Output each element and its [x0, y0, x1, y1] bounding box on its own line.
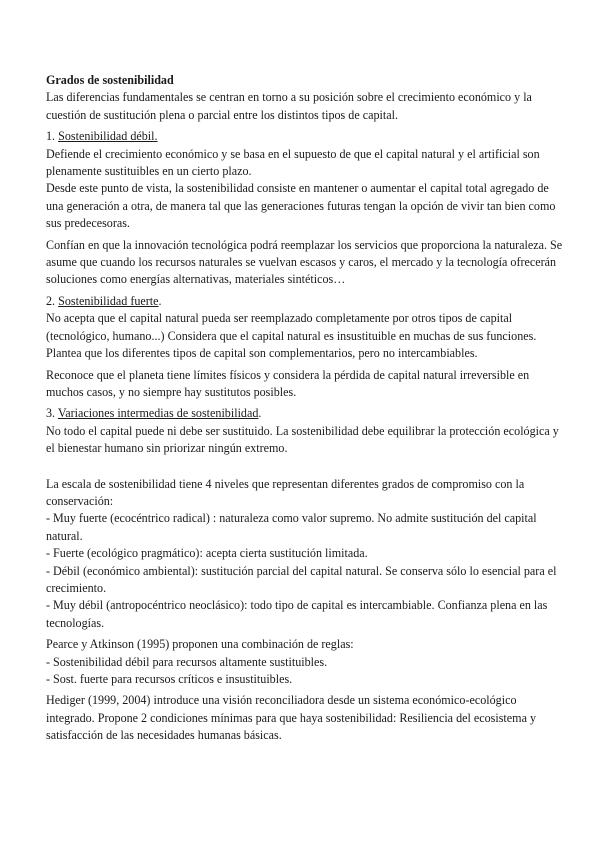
- section-2-heading: [46, 293, 566, 310]
- section-2-paragraph: No acepta que el capital natural pueda ser reemplazado completamente por otros tipos de capital (tecnológico, humano...) Considera que el capital natural es insustituible en muchas de sus funciones. Plantea que los diferentes tipos de capital son complementarios, pero no intercambiables.: [46, 311, 537, 361]
- hediger-paragraph: Hediger (1999, 2004) introduce una visión reconciliadora desde un sistema económico-ecológico integrado. Propone 2 condiciones mínimas para que haya sostenibilidad: Resiliencia del ecosistema y satisfacción de las necesidades humanas básicas.: [46, 693, 537, 743]
- section-3-paragraph: No todo el capital puede ni debe ser sustituido. La sostenibilidad debe equilibrar la protección ecológica y el bienestar humano sin priorizar ningún extremo.: [46, 423, 559, 456]
- scale-level-item: - Débil (económico ambiental): sustitución parcial del capital natural. Se conserva sólo lo esencial para el crecimiento.: [46, 563, 557, 595]
- pearce-rule-item: - Sostenibilidad débil para recursos altamente sustituibles.: [46, 654, 328, 669]
- pearce-rule-item: - Sost. fuerte para recursos críticos e insustituibles.: [46, 672, 293, 686]
- document-heading: Grados de sostenibilidad: [46, 73, 174, 87]
- document-body: [46, 72, 566, 745]
- section-1-heading: [46, 128, 566, 145]
- section-1-paragraph: Desde este punto de vista, la sostenibilidad consiste en mantener o aumentar el capital total agregado de una generación a otra, de manera tal que las generaciones futuras tengan la opción de vivir tan bien como sus predecesoras.: [46, 181, 556, 231]
- section-title: Sostenibilidad fuerte: [58, 293, 159, 308]
- pearce-intro: Pearce y Atkinson (1995) proponen una combinación de reglas:: [46, 637, 354, 652]
- scale-level-item: - Muy débil (antropocéntrico neoclásico): todo tipo de capital es intercambiable. Confianza plena en las tecnologías.: [46, 598, 548, 630]
- section-3-heading: [46, 405, 566, 422]
- scale-intro: La escala de sostenibilidad tiene 4 niveles que representan diferentes grados de compromiso con la conservación:: [46, 476, 525, 508]
- section-number: 2.: [46, 293, 56, 308]
- section-suffix: .: [258, 406, 262, 421]
- section-title: Variaciones intermedias de sostenibilidad: [57, 406, 259, 421]
- section-number: 3.: [46, 406, 56, 421]
- section-1-paragraph: Confían en que la innovación tecnológica podrá reemplazar los servicios que proporciona la naturaleza. Se asume que cuando los recursos naturales se vuelvan escasos y caros, el mercado y la tecnología ofrecerán soluciones como energías alternativas, materiales sintéticos…: [46, 237, 563, 287]
- section-title: Sostenibilidad débil.: [58, 129, 158, 144]
- section-2-paragraph: Reconoce que el planeta tiene límites físicos y considera la pérdida de capital natural irreversible en muchos casos, y no siempre hay sustitutos posibles.: [46, 367, 530, 399]
- scale-level-item: - Muy fuerte (ecocéntrico radical) : naturaleza como valor supremo. No admite sustitución del capital natural.: [46, 511, 537, 543]
- section-1-paragraph: Defiende el crecimiento económico y se basa en el supuesto de que el capital natural y el artificial son plenamente sustituibles en un cierto plazo.: [46, 146, 540, 179]
- intro-paragraph: Las diferencias fundamentales se centran en torno a su posición sobre el crecimiento económico y la cuestión de sustitución plena o parcial entre los distintos tipos de capital.: [46, 90, 532, 122]
- scale-level-item: - Fuerte (ecológico pragmático): acepta cierta sustitución limitada.: [46, 546, 368, 561]
- section-suffix: .: [158, 293, 162, 308]
- section-number: 1.: [46, 129, 56, 144]
